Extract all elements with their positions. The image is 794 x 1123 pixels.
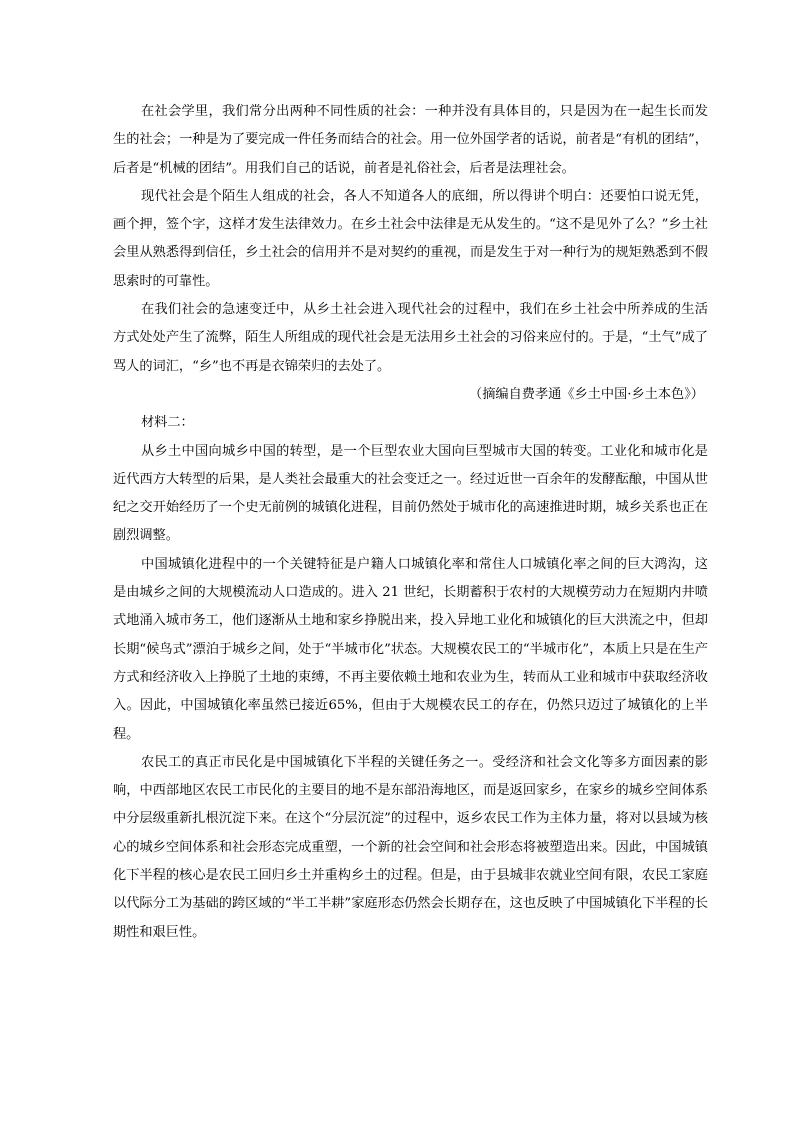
paragraph-modern-society: 现代社会是个陌生人组成的社会，各人不知道各人的底细，所以得讲个明白：还要怕口说无凭，画个押，签个字，这样才发生法律效力。在乡土社会中法律是无从发生的。“这不是见外了么？”乡土社会里从熟悉得到信任，乡土社会的信用并不是对契约的重视，而是发生于对一种行为的规矩熟悉到不假思索时的可靠性。 [113,188,708,289]
material-two-heading: 材料二： [141,415,194,431]
paragraph-migrant-citizenship: 农民工的真正市民化是中国城镇化下半程的关键任务之一。受经济和社会文化等多方面因素的影响，中西部地区农民工市民化的主要目的地不是东部沿海地区，而是返回家乡，在家乡的城乡空间体系中分层级重新扎根沉淀下来。在这个“分层沉淀”的过程中，返乡农民工作为主体力量，将对以县域为核心的城乡空间体系和社会形态完成重塑，一个新的社会空间和社会形态将被塑造出来。因此，中国城镇化下半程的核心是农民工回归乡土并重构乡土的过程。但是，由于县城非农就业空间有限，农民工家庭以代际分工为基础的跨区域的“半工半耕”家庭形态仍然会长期存在，这也反映了中国城镇化下半程的长期性和艰巨性。 [113,754,708,940]
paragraph-urbanization-gap: 中国城镇化进程中的一个关键特征是户籍人口城镇化率和常住人口城镇化率之间的巨大鸿沟，这是由城乡之间的大规模流动人口造成的。进入 21 世纪，长期蓄积于农村的大规模劳动力在短期内井喷式地涌入城市务工，他们逐渐从土地和家乡挣脱出来，投入异地工业化和城镇化的巨大洪流之中，但却长期“候鸟式”漂泊于城乡之间，处于“半城市化”状态。大规模农民工的“半城市化”，本质上只是在生产方式和经济收入上挣脱了土地的束缚，不再主要依赖土地和农业为生，转而从工业和城市中获取经济收入。因此，中国城镇化率虽然已接近65%，但由于大规模农民工的存在，仍然只迈过了城镇化的上半程。 [113,556,708,742]
paragraph-transition: 从乡土中国向城乡中国的转型，是一个巨型农业大国向巨型城市大国的转变。工业化和城市化是近代西方大转型的后果，是人类社会最重大的社会变迁之一。经过近世一百余年的发酵酝酿，中国从世纪之交开始经历了一个史无前例的城镇化进程，目前仍然处于城市化的高速推进时期，城乡关系也正在剧烈调整。 [113,443,708,544]
source-citation: （摘编自费孝通《乡土中国·乡土本色》） [469,386,704,402]
paragraph-rapid-change: 在我们社会的急速变迁中，从乡土社会进入现代社会的过程中，我们在乡土社会中所养成的生活方式处处产生了流弊，陌生人所组成的现代社会是无法用乡土社会的习俗来应付的。于是，“土气”成了骂人的词汇，“乡”也不再是衣锦荣归的去处了。 [113,302,708,374]
paragraph-sociology-types: 在社会学里，我们常分出两种不同性质的社会：一种并没有具体目的，只是因为在一起生长而发生的社会；一种是为了要完成一件任务而结合的社会。用一位外国学者的话说，前者是“有机的团结”，后者是“机械的团结”。用我们自己的话说，前者是礼俗社会，后者是法理社会。 [113,104,708,176]
